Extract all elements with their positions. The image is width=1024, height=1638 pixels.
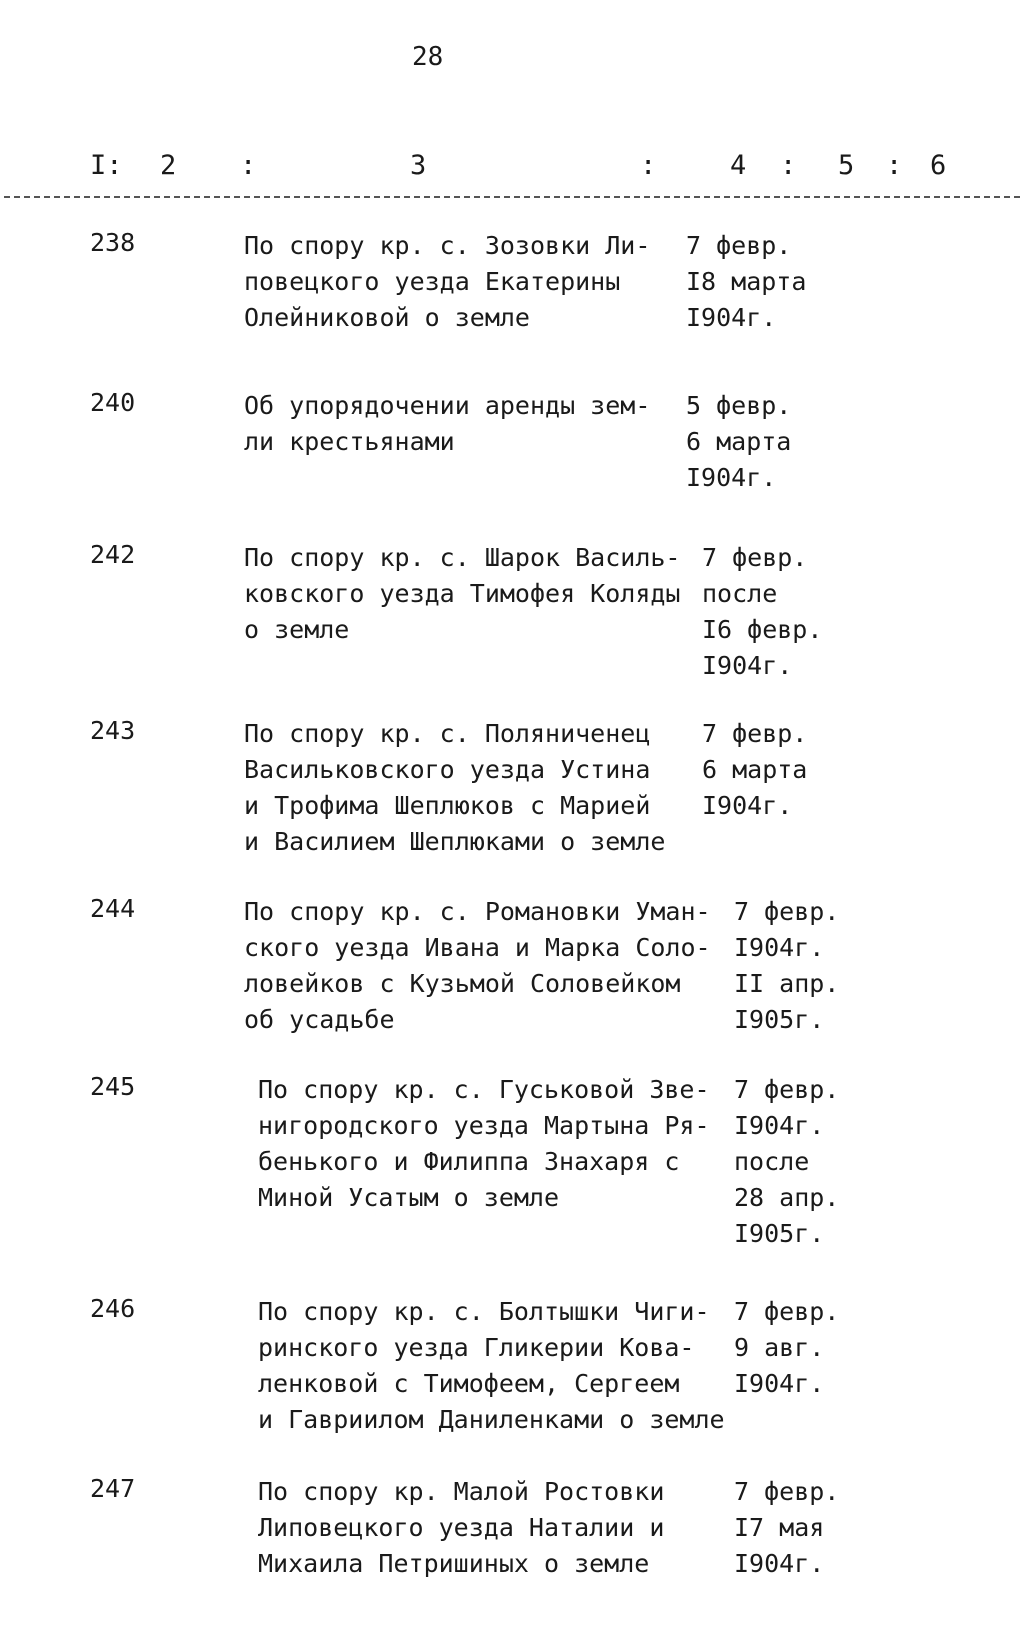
record-number: 244 <box>90 894 136 923</box>
record-title: По спору кр. с. Болтышки Чиги- ринского уезда Гликерии Кова- ленковой с Тимофеем, Сергеем и Гавриилом Даниленками о земле <box>258 1297 725 1434</box>
record-title: По спору кр. с. Романовки Уман- ского уезда Ивана и Марка Соло- ловейков с Кузьмой Соловейком об усадьбе <box>244 897 711 1034</box>
header-separator: : <box>640 150 657 181</box>
page-number: 28 <box>412 42 444 72</box>
record-number: 247 <box>90 1474 136 1503</box>
record-title: По спору кр. с. Поляниченец Васильковского уезда Устина и Трофима Шеплюков с Марией и Василием Шеплюками о земле <box>244 719 666 856</box>
record-number: 245 <box>90 1072 136 1101</box>
record-number: 238 <box>90 228 136 257</box>
header-col-4: 4 <box>730 150 747 181</box>
header-separator: : <box>780 150 797 181</box>
header-rule <box>4 196 1020 198</box>
record-dates: 7 февр. 9 авг. I904г. <box>734 1297 840 1398</box>
record-dates: 5 февр. 6 марта I904г. <box>686 391 792 492</box>
record-dates: 7 февр. после I6 февр. I904г. <box>702 543 823 680</box>
record-dates: 7 февр. I7 мая I904г. <box>734 1477 840 1578</box>
record-number: 242 <box>90 540 136 569</box>
column-header <box>0 150 1024 190</box>
record-dates: 7 февр. I904г. после 28 апр. I905г. <box>734 1075 840 1248</box>
record-dates: 7 февр. I8 марта I904г. <box>686 231 807 332</box>
record-title: По спору кр. с. Гуськовой Зве- нигородского уезда Мартына Ря- бенького и Филиппа Знахаря с Миной Усатым о земле <box>258 1075 710 1212</box>
record-dates: 7 февр. I904г. II апр. I905г. <box>734 897 840 1034</box>
record-title: По спору кр. с. Зозовки Ли- повецкого уезда Екатерины Олейниковой о земле <box>244 231 651 332</box>
record-title: По спору кр. Малой Ростовки Липовецкого уезда Наталии и Михаила Петришиных о земле <box>258 1477 665 1578</box>
header-separator: : <box>886 150 903 181</box>
record-number: 246 <box>90 1294 136 1323</box>
record-title: Об упорядочении аренды зем- ли крестьянами <box>244 391 651 456</box>
header-separator: : <box>240 150 257 181</box>
header-col-1: I: <box>90 150 123 181</box>
header-col-3: 3 <box>410 150 427 181</box>
record-number: 240 <box>90 388 136 417</box>
header-col-2: 2 <box>160 150 177 181</box>
header-col-5: 5 <box>838 150 855 181</box>
record-dates: 7 февр. 6 марта I904г. <box>702 719 808 820</box>
record-title: По спору кр. с. Шарок Василь- ковского уезда Тимофея Коляды о земле <box>244 543 681 644</box>
record-number: 243 <box>90 716 136 745</box>
header-col-6: 6 <box>930 150 947 181</box>
